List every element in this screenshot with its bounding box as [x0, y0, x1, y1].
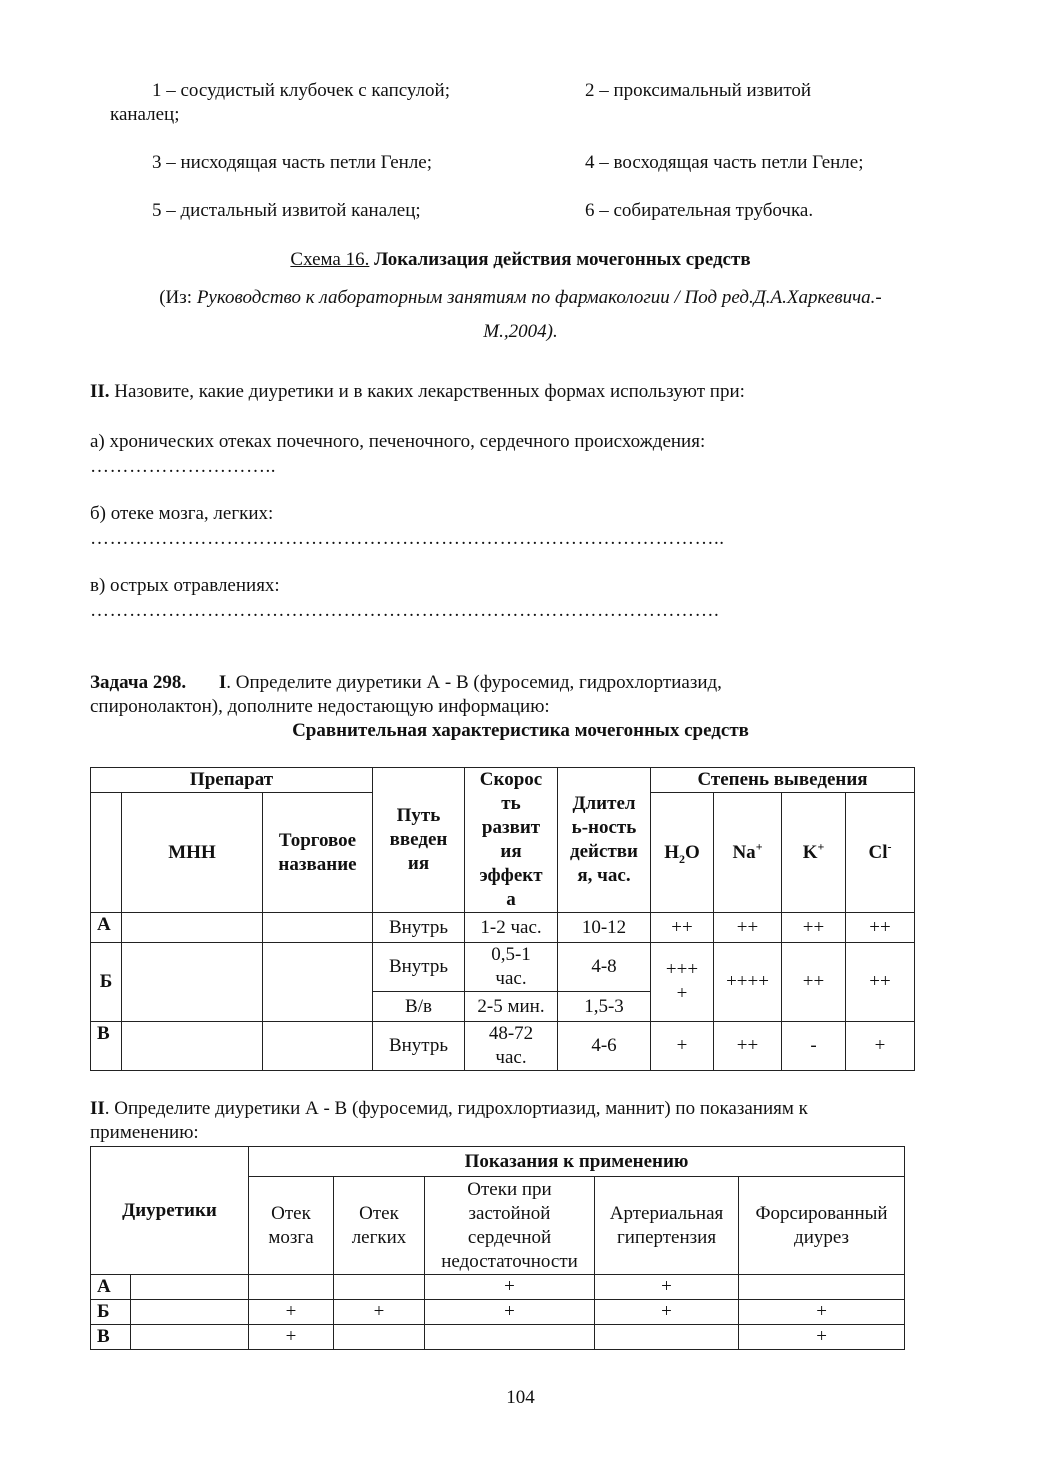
- cell-c-duration: 4-6: [558, 1022, 651, 1071]
- t2-cell-c-3: [425, 1325, 595, 1350]
- cell-c-route: Внутрь: [373, 1022, 465, 1071]
- question-2b-text: . Определите диуретики А - В (фуросемид, гидрохлортиазид, маннит) по показаниям к: [104, 1098, 808, 1119]
- t2-cell-a-2: [334, 1275, 425, 1300]
- task-label: Задача 298.: [90, 672, 187, 693]
- header-forced-diuresis: Форсированный диурез: [739, 1177, 905, 1275]
- t2-row-label-b: Б: [91, 1300, 131, 1325]
- scheme-title: Локализация действия мочегонных средств: [374, 249, 751, 270]
- header-mnn: МНН: [122, 793, 263, 913]
- cell-b-route-oral: Внутрь: [373, 943, 465, 992]
- cell-b-speed-iv: 2-5 мин.: [465, 992, 558, 1022]
- legend-item-2: 2 – проксимальный извитой: [585, 80, 812, 101]
- t2-row-label-a: А: [91, 1275, 131, 1300]
- cell-b-h2o: +++ +: [651, 943, 714, 1022]
- page-number: 104: [506, 1387, 535, 1408]
- header-indications: Показания к применению: [249, 1147, 905, 1177]
- cell-a-h2o: ++: [651, 913, 714, 943]
- t2-cell-b-3: +: [425, 1300, 595, 1325]
- t2-cell-b-2: +: [334, 1300, 425, 1325]
- row-label-b: Б: [91, 943, 122, 1022]
- question-2-b: б) отеке мозга, легких:: [90, 503, 274, 524]
- scheme-label: Схема 16.: [290, 249, 370, 270]
- cell-a-cl: ++: [846, 913, 915, 943]
- task-roman: I: [218, 672, 227, 693]
- header-k: K+: [782, 793, 846, 913]
- header-cl: Cl-: [846, 793, 915, 913]
- t2-cell-c-1: +: [249, 1325, 334, 1350]
- cell-b-route-iv: В/в: [373, 992, 465, 1022]
- question-2-roman: II.: [90, 381, 110, 402]
- header-excretion-degree: Степень выведения: [651, 768, 915, 793]
- t2-cell-c-2: [334, 1325, 425, 1350]
- t2-cell-b-1: +: [249, 1300, 334, 1325]
- answer-line-a[interactable]: ………………………..: [90, 456, 276, 477]
- cell-b-na: ++++: [714, 943, 782, 1022]
- question-2b-line2: применению:: [90, 1122, 199, 1143]
- t2-cell-a-4: +: [595, 1275, 739, 1300]
- scheme-source-line1: Руководство к лабораторным занятиям по фармакологии / Под ред.Д.А.Харкевича.-: [196, 287, 882, 308]
- t2-cell-a-3: +: [425, 1275, 595, 1300]
- header-route: Путь введен ия: [373, 768, 465, 913]
- cell-c-na: ++: [714, 1022, 782, 1071]
- t2-cell-a-name[interactable]: [131, 1275, 249, 1300]
- cell-b-duration-oral: 4-8: [558, 943, 651, 992]
- scheme-caption: [0, 249, 1041, 271]
- cell-a-trade[interactable]: [263, 913, 373, 943]
- legend-item-6: 6 – собирательная трубочка.: [585, 200, 814, 221]
- header-empty-cell: [91, 793, 122, 913]
- t2-cell-c-5: +: [739, 1325, 905, 1350]
- cell-a-speed: 1-2 час.: [465, 913, 558, 943]
- cell-c-k: -: [782, 1022, 846, 1071]
- t2-row-label-c: В: [91, 1325, 131, 1350]
- scheme-source-prefix: (Из:: [159, 287, 197, 308]
- cell-a-k: ++: [782, 913, 846, 943]
- task-text: . Определите диуретики А - В (фуросемид, гидрохлортиазид,: [226, 672, 722, 693]
- header-duration: Длител ь-ность действи я, час.: [558, 768, 651, 913]
- cell-b-speed-oral: 0,5-1 час.: [465, 943, 558, 992]
- t2-cell-a-5: [739, 1275, 905, 1300]
- header-heart-failure-edema: Отеки при застойной сердечной недостаточности: [425, 1177, 595, 1275]
- cell-a-route: Внутрь: [373, 913, 465, 943]
- t2-cell-b-5: +: [739, 1300, 905, 1325]
- scheme-source-line2: М.,2004).: [483, 321, 558, 342]
- legend-item-3: 3 – нисходящая часть петли Генле;: [152, 152, 433, 173]
- cell-b-cl: ++: [846, 943, 915, 1022]
- cell-a-na: ++: [714, 913, 782, 943]
- header-na: Na+: [714, 793, 782, 913]
- cell-b-mnn[interactable]: [122, 943, 263, 1022]
- row-label-c: В: [91, 1022, 122, 1071]
- cell-b-duration-iv: 1,5-3: [558, 992, 651, 1022]
- header-h2o: $H_2O$: [651, 793, 714, 913]
- header-diuretics: Диуретики: [91, 1147, 249, 1275]
- cell-c-trade[interactable]: [263, 1022, 373, 1071]
- row-label-a: А: [91, 913, 122, 943]
- header-brain-edema: Отек мозга: [249, 1177, 334, 1275]
- question-2b-roman: II: [90, 1098, 105, 1119]
- cell-b-k: ++: [782, 943, 846, 1022]
- question-2b-line1: [90, 1098, 808, 1120]
- t2-cell-b-name[interactable]: [131, 1300, 249, 1325]
- question-2-text: Назовите, какие диуретики и в каких лекарственных формах используют при:: [109, 381, 745, 402]
- cell-c-mnn[interactable]: [122, 1022, 263, 1071]
- header-hypertension: Артериальная гипертензия: [595, 1177, 739, 1275]
- indications-table: [90, 1146, 905, 1350]
- task-298-line2: спиронолактон), дополните недостающую информацию:: [90, 696, 550, 717]
- header-trade-name: Торговое название: [263, 793, 373, 913]
- header-lung-edema: Отек легких: [334, 1177, 425, 1275]
- cell-b-trade[interactable]: [263, 943, 373, 1022]
- question-2-a: а) хронических отеках почечного, печеночного, сердечного происхождения:: [90, 431, 706, 452]
- cell-c-cl: +: [846, 1022, 915, 1071]
- t2-cell-b-4: +: [595, 1300, 739, 1325]
- cell-a-mnn[interactable]: [122, 913, 263, 943]
- cell-c-h2o: +: [651, 1022, 714, 1071]
- legend-item-1-continued: каналец;: [110, 104, 180, 125]
- header-speed: Скорос ть развит ия эффект а: [465, 768, 558, 913]
- header-preparat: Препарат: [91, 768, 373, 793]
- t2-cell-a-1: [249, 1275, 334, 1300]
- t2-cell-c-4: [595, 1325, 739, 1350]
- question-2-c: в) острых отравлениях:: [90, 575, 280, 596]
- task-298-line1: [90, 672, 722, 694]
- table1-title: Сравнительная характеристика мочегонных средств: [292, 720, 749, 741]
- diuretics-comparison-table: [90, 767, 915, 1071]
- cell-c-speed: 48-72 час.: [465, 1022, 558, 1071]
- legend-item-5: 5 – дистальный извитой каналец;: [152, 200, 421, 221]
- answer-line-b[interactable]: ……………………………………………………………………………………..: [90, 528, 725, 549]
- scheme-source: [0, 287, 1041, 309]
- answer-line-c[interactable]: …………………………………………………………………………………….: [90, 600, 720, 621]
- t2-cell-c-name[interactable]: [131, 1325, 249, 1350]
- question-2: [90, 381, 745, 403]
- legend-item-1: 1 – сосудистый клубочек с капсулой;: [152, 80, 451, 101]
- cell-a-duration: 10-12: [558, 913, 651, 943]
- legend-item-4: 4 – восходящая часть петли Генле;: [585, 152, 864, 173]
